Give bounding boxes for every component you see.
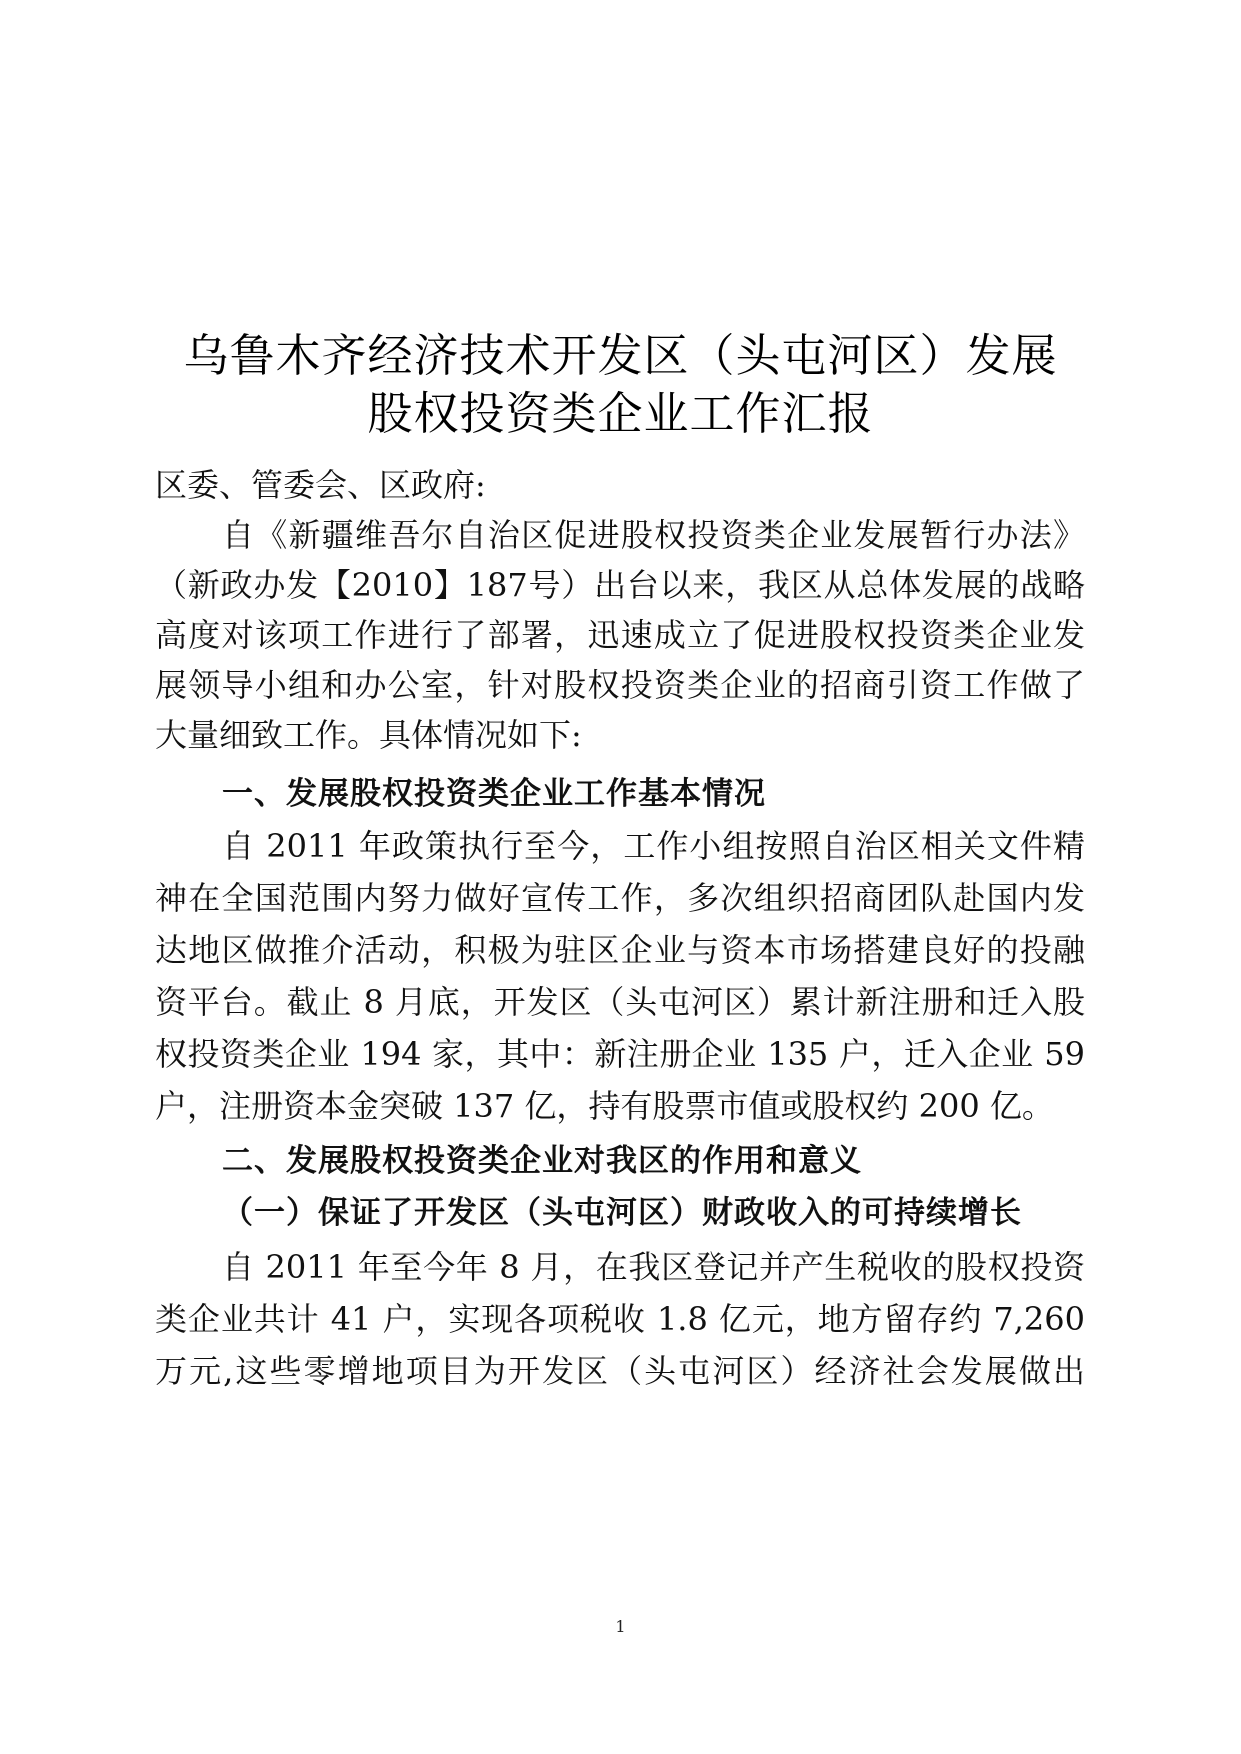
section-1-line: 自 2011 年政策执行至今，工作小组按照自治区相关文件精 [222, 827, 1085, 865]
subsection-1-line: 类企业共计 41 户，实现各项税收 1.8 亿元，地方留存约 7,260 [155, 1300, 1085, 1338]
page-number: 1 [615, 1617, 626, 1636]
intro-line: 高度对该项工作进行了部署，迅速成立了促进股权投资类企业发 [155, 616, 1085, 654]
intro-line: （新政办发【2010】187号）出台以来，我区从总体发展的战略 [155, 566, 1085, 604]
salutation: 区委、管委会、区政府: [155, 466, 486, 504]
document-title-line-2: 股权投资类企业工作汇报 [367, 387, 874, 440]
section-1-heading: 一、发展股权投资类企业工作基本情况 [222, 776, 766, 812]
intro-line: 大量细致工作。具体情况如下: [155, 716, 582, 754]
subsection-1-line: 万元,这些零增地项目为开发区（头屯河区）经济社会发展做出 [155, 1352, 1085, 1390]
section-1-line: 达地区做推介活动，积极为驻区企业与资本市场搭建良好的投融 [155, 931, 1085, 969]
section-2-heading: 二、发展股权投资类企业对我区的作用和意义 [222, 1143, 862, 1179]
section-1-line: 户，注册资本金突破 137 亿，持有股票市值或股权约 200 亿。 [155, 1087, 1054, 1125]
intro-line: 展领导小组和办公室，针对股权投资类企业的招商引资工作做了 [155, 666, 1085, 704]
section-1-line: 权投资类企业 194 家，其中：新注册企业 135 户，迁入企业 59 [155, 1035, 1085, 1073]
section-1-line: 资平台。截止 8 月底，开发区（头屯河区）累计新注册和迁入股 [155, 983, 1085, 1021]
subsection-1-line: 自 2011 年至今年 8 月，在我区登记并产生税收的股权投资 [222, 1248, 1085, 1286]
document-title-line-1: 乌鲁木齐经济技术开发区（头屯河区）发展 [183, 329, 1058, 382]
intro-line: 自《新疆维吾尔自治区促进股权投资类企业发展暂行办法》 [222, 516, 1085, 554]
section-1-line: 神在全国范围内努力做好宣传工作，多次组织招商团队赴国内发 [155, 879, 1085, 917]
subsection-1-heading: （一）保证了开发区（头屯河区）财政收入的可持续增长 [222, 1195, 1022, 1231]
